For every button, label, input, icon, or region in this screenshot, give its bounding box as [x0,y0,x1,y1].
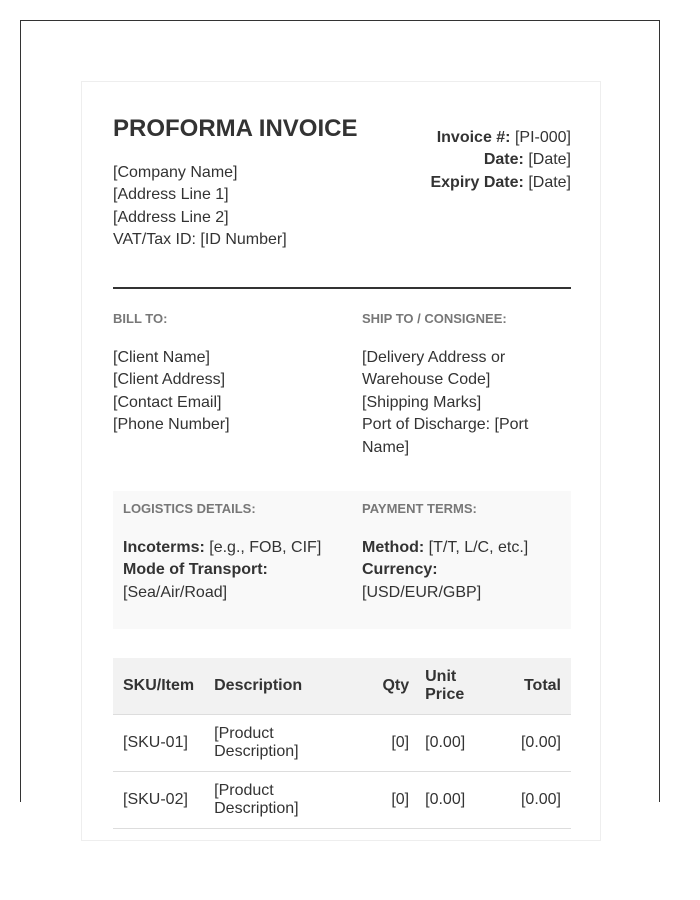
row-qty: [0] [370,772,415,829]
method-label: Method: [362,539,425,556]
row-total: [0.00] [509,772,571,829]
document-viewport [20,20,660,817]
bill-to-client-name: [Client Name] [113,349,210,366]
company-name: [Company Name] [113,164,238,181]
payment-block [362,501,562,604]
header-unit-price: Unit Price [415,658,509,715]
currency-value: [USD/EUR/GBP] [362,583,482,601]
header-divider [113,287,571,289]
row-qty: [0] [370,715,415,772]
transport-row [123,559,343,604]
ship-to-label: SHIP TO / CONSIGNEE: [362,311,507,326]
company-block [113,162,287,252]
row-sku: [SKU-01] [113,715,204,772]
payment-label: PAYMENT TERMS: [362,501,477,516]
invoice-number-row [430,127,571,149]
row-sku: [SKU-02] [113,772,204,829]
bill-to-label: BILL TO: [113,311,168,326]
invoice-date-label: Date: [483,151,524,169]
invoice-date-row [430,149,571,171]
row-description: [Product Description] [204,715,370,772]
row-total: [0.00] [509,715,571,772]
invoice-number-value: [PI-000] [514,129,571,146]
company-address-line2: [Address Line 2] [113,208,229,226]
header-qty: Qty [370,658,415,715]
invoice-expiry-value: [Date] [528,173,571,191]
bill-to-client-address: [Client Address] [113,371,226,389]
ship-to-shipping-marks: [Shipping Marks] [362,393,482,411]
transport-value: [Sea/Air/Road] [123,583,228,601]
invoice-title: PROFORMA INVOICE [113,115,358,142]
company-address-line1: [Address Line 1] [113,186,229,204]
invoice-sheet [81,81,601,841]
invoice-date-value: [Date] [528,151,571,169]
transport-label: Mode of Transport: [123,561,268,579]
table-row [113,772,571,829]
line-items-table [113,658,571,829]
company-vat: VAT/Tax ID: [ID Number] [113,231,287,249]
method-row [362,537,562,559]
ship-to-port: Port of Discharge: [Port Name] [362,416,529,456]
logistics-block [123,501,343,604]
row-unit-price: [0.00] [415,772,509,829]
row-description: [Product Description] [204,772,370,829]
bill-to-contact-email: [Contact Email] [113,393,222,411]
header-sku: SKU/Item [113,658,204,715]
incoterms-row [123,537,343,559]
currency-row [362,559,562,604]
invoice-expiry-row [430,172,571,194]
incoterms-label: Incoterms: [123,539,205,556]
invoice-number-label: Invoice #: [436,129,511,146]
ship-to-block [362,311,562,459]
bill-to-block [113,311,333,437]
ship-to-delivery-address: [Delivery Address or Warehouse Code] [362,349,506,389]
invoice-meta [430,127,571,194]
incoterms-value: [e.g., FOB, CIF] [209,539,322,556]
logistics-payment-panel [113,491,571,629]
table-header-row [113,658,571,715]
header-total: Total [509,658,571,715]
currency-label: Currency: [362,561,438,579]
row-unit-price: [0.00] [415,715,509,772]
table-row [113,715,571,772]
method-value: [T/T, L/C, etc.] [428,539,529,556]
invoice-expiry-label: Expiry Date: [430,173,524,191]
logistics-label: LOGISTICS DETAILS: [123,501,256,516]
bill-to-phone: [Phone Number] [113,416,230,434]
header-description: Description [204,658,370,715]
